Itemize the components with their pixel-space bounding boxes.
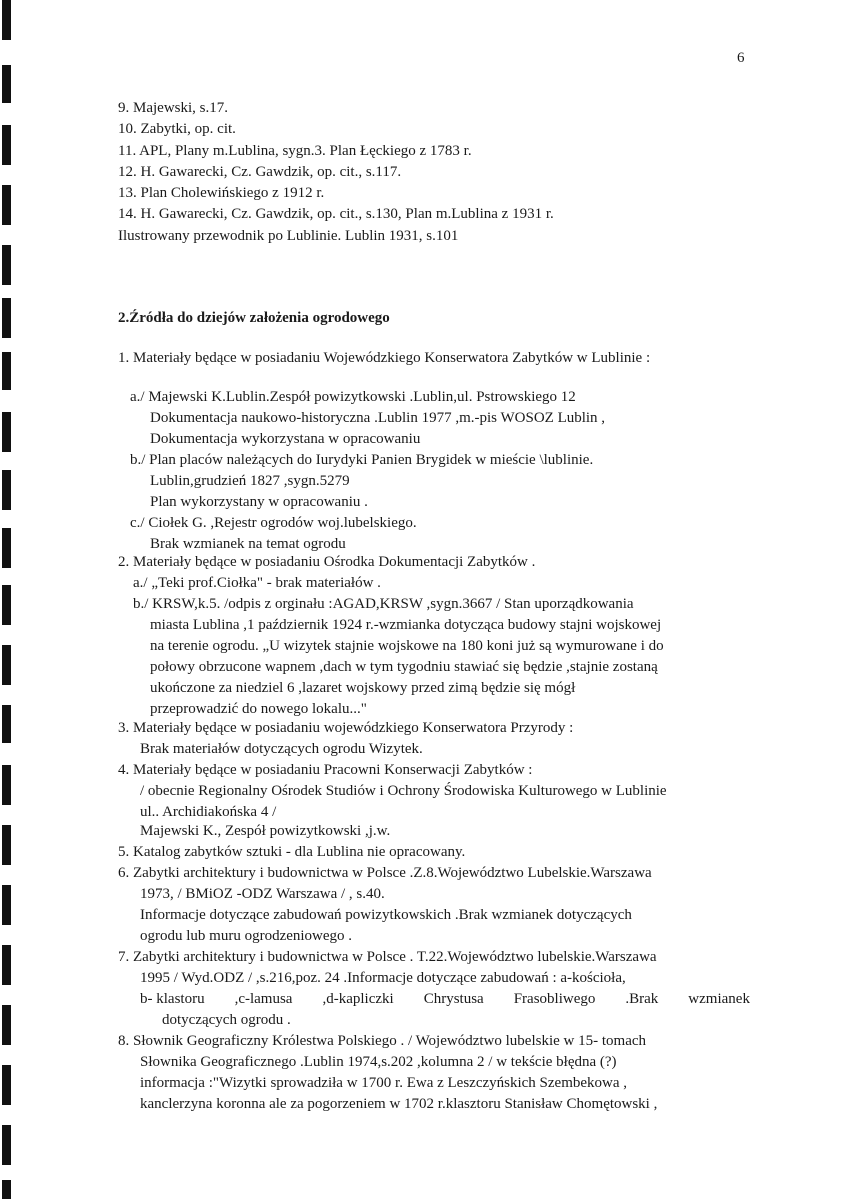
list-item-1c-line: Brak wzmianek na temat ogrodu: [150, 536, 346, 552]
binding-mark: [2, 298, 11, 338]
binding-mark: [2, 705, 11, 743]
list-item-8-line: kanclerzyna koronna ale za pogorzeniem w 1702 r.klasztoru Stanisław Chomętowski ,: [140, 1096, 658, 1112]
list-item-7: 7. Zabytki architektury i budownictwa w Polsce . T.22.Województwo lubelskie.Warszawa: [118, 949, 657, 965]
binding-mark: [2, 245, 11, 285]
section-heading: 2.Źródła do dziejów założenia ogrodowego: [118, 310, 390, 326]
footnote-11: 11. APL, Plany m.Lublina, sygn.3. Plan Łęckiego z 1783 r.: [118, 143, 472, 159]
list-item-1c: c./ Ciołek G. ,Rejestr ogrodów woj.lubelskiego.: [130, 515, 417, 531]
list-item-2b: b./ KRSW,k.5. /odpis z orginału :AGAD,KRSW ,sygn.3667 / Stan uporządkowania: [133, 596, 634, 612]
justified-word: .Brak: [625, 991, 659, 1007]
justified-word: wzmianek: [688, 991, 750, 1007]
list-item-6-line: 1973, / BMiOZ -ODZ Warszawa / , s.40.: [140, 886, 385, 902]
binding-mark: [2, 470, 11, 510]
binding-mark: [2, 885, 11, 925]
list-item-7-line: 1995 / Wyd.ODZ / ,s.216,poz. 24 .Informacje dotyczące zabudowań : a-kościoła,: [140, 970, 626, 986]
list-item-5: 5. Katalog zabytków sztuki - dla Lublina nie opracowany.: [118, 844, 466, 860]
justified-word: Chrystusa: [423, 991, 484, 1007]
list-item-2b-line: przeprowadzić do nowego lokalu...": [150, 701, 367, 717]
list-item-1b: b./ Plan placów należących do Iurydyki Panien Brygidek w mieście \lublinie.: [130, 452, 594, 468]
list-item-1a: a./ Majewski K.Lublin.Zespół powizytkowski .Lublin,ul. Pstrowskiego 12: [130, 389, 576, 405]
binding-mark: [2, 0, 11, 40]
binding-mark: [2, 528, 11, 568]
list-item-4-line: ul.. Archidiakońska 4 /: [140, 804, 277, 820]
list-item-7-justified-line: [140, 990, 750, 1009]
binding-mark: [2, 352, 11, 390]
binding-mark: [2, 1065, 11, 1105]
page-number: 6: [737, 50, 745, 66]
list-item-2b-line: na terenie ogrodu. „U wizytek stajnie wojskowe na 180 koni już są wymurowane i do: [150, 638, 664, 654]
footnote-14: 14. H. Gawarecki, Cz. Gawdzik, op. cit., s.130, Plan m.Lublina z 1931 r.: [118, 206, 554, 222]
list-item-1a-line: Dokumentacja naukowo-historyczna .Lublin 1977 ,m.-pis WOSOZ Lublin ,: [150, 410, 606, 426]
justified-word: ,c-lamusa: [234, 991, 293, 1007]
binding-mark: [2, 125, 11, 165]
binding-mark: [2, 945, 11, 985]
list-item-2a: a./ „Teki prof.Ciołka" - brak materiałów .: [133, 575, 381, 591]
footnote-12: 12. H. Gawarecki, Cz. Gawdzik, op. cit., s.117.: [118, 164, 402, 180]
binding-mark: [2, 1180, 11, 1199]
list-item-1: 1. Materiały będące w posiadaniu Wojewódzkiego Konserwatora Zabytków w Lublinie :: [118, 350, 651, 366]
list-item-4-line: / obecnie Regionalny Ośrodek Studiów i Ochrony Środowiska Kulturowego w Lublinie: [140, 783, 667, 799]
binding-mark: [2, 585, 11, 625]
binding-mark: [2, 1125, 11, 1165]
binding-mark: [2, 765, 11, 805]
list-item-2b-line: ukończone za niedziel 6 ,lazaret wojskowy przed zimą będzie się mógł: [150, 680, 576, 696]
footnote-13: 13. Plan Cholewińskiego z 1912 r.: [118, 185, 325, 201]
list-item-3-line: Brak materiałów dotyczących ogrodu Wizytek.: [140, 741, 423, 757]
binding-mark: [2, 185, 11, 225]
list-item-8-line: informacja :"Wizytki sprowadziła w 1700 r. Ewa z Leszczyńskich Szembekowa ,: [140, 1075, 628, 1091]
list-item-6-line: Informacje dotyczące zabudowań powizytkowskich .Brak wzmianek dotyczących: [140, 907, 632, 923]
list-item-1a-line: Dokumentacja wykorzystana w opracowaniu: [150, 431, 421, 447]
binding-mark: [2, 825, 11, 865]
justified-word: ,d-kapliczki: [322, 991, 394, 1007]
footnote-14-continuation: Ilustrowany przewodnik po Lublinie. Lublin 1931, s.101: [118, 228, 459, 244]
list-item-1b-line: Lublin,grudzień 1827 ,sygn.5279: [150, 473, 350, 489]
list-item-2b-line: połowy obrzucone wapnem ,dach w tym tygodniu stawiać się będzie ,stajnie zostaną: [150, 659, 658, 675]
list-item-6-line: ogrodu lub muru ogrodzeniowego .: [140, 928, 353, 944]
list-item-3: 3. Materiały będące w posiadaniu wojewódzkiego Konserwatora Przyrody :: [118, 720, 574, 736]
list-item-2: 2. Materiały będące w posiadaniu Ośrodka Dokumentacji Zabytków .: [118, 554, 536, 570]
justified-word: b- klastoru: [140, 991, 205, 1007]
footnote-10: 10. Zabytki, op. cit.: [118, 121, 236, 137]
list-item-7-line: dotyczących ogrodu .: [162, 1012, 291, 1028]
footnote-9: 9. Majewski, s.17.: [118, 100, 228, 116]
binding-mark: [2, 412, 11, 452]
list-item-1b-line: Plan wykorzystany w opracowaniu .: [150, 494, 368, 510]
list-item-4-line: Majewski K., Zespół powizytkowski ,j.w.: [140, 823, 391, 839]
binding-mark: [2, 1005, 11, 1045]
binding-mark: [2, 645, 11, 685]
binding-strip: [0, 0, 14, 1199]
list-item-8: 8. Słownik Geograficzny Królestwa Polskiego . / Województwo lubelskie w 15- tomach: [118, 1033, 647, 1049]
list-item-6: 6. Zabytki architektury i budownictwa w Polsce .Z.8.Województwo Lubelskie.Warszawa: [118, 865, 652, 881]
list-item-8-line: Słownika Geograficznego .Lublin 1974,s.202 ,kolumna 2 / w tekście błędna (?): [140, 1054, 617, 1070]
list-item-4: 4. Materiały będące w posiadaniu Pracowni Konserwacji Zabytków :: [118, 762, 533, 778]
binding-mark: [2, 65, 11, 103]
list-item-2b-line: miasta Lublina ,1 październik 1924 r.-wzmianka dotycząca budowy stajni wojskowej: [150, 617, 662, 633]
justified-word: Frasobliwego: [513, 991, 596, 1007]
